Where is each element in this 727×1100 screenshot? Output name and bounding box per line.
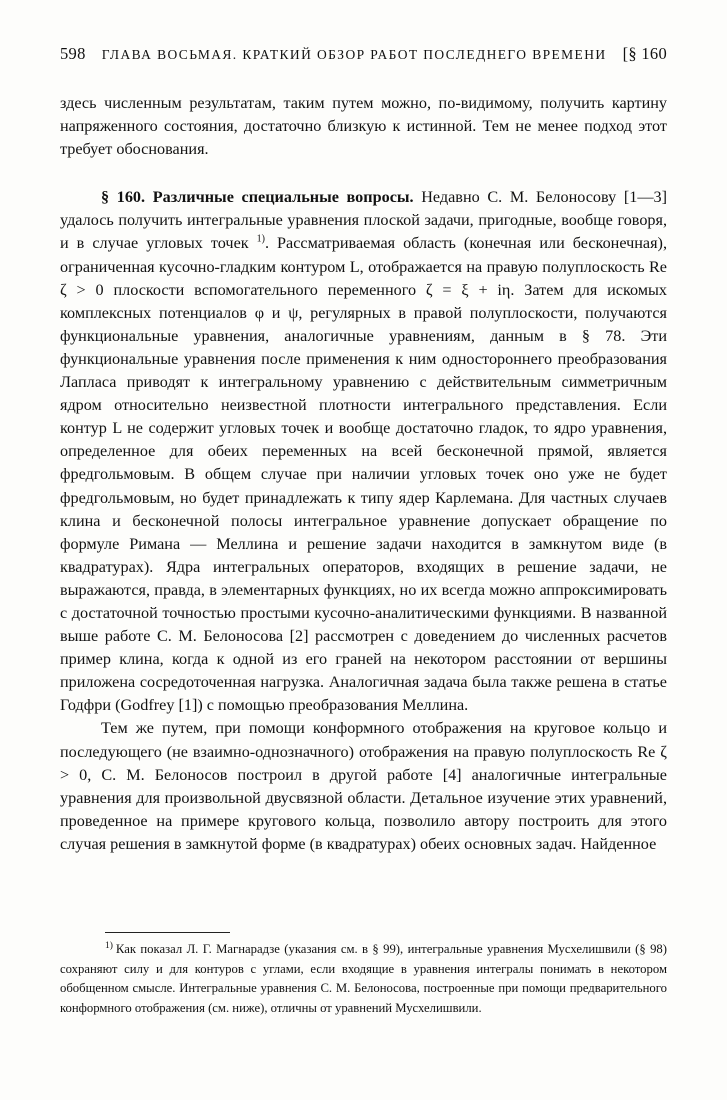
running-header bbox=[60, 44, 667, 64]
footnote-mark: 1) bbox=[105, 940, 113, 951]
paragraph-text-part-b: . Рассматриваемая область (конечная или бесконечная), ограниченная кусочно-гладким контуром L, отображается на правую полуплоскость Re ζ > 0 плоскости вспомогательного переменного ζ = ξ + iη. Затем для искомых комплексных потенциалов φ и ψ, регулярных в правой полуплоскости, получаются функциональные уравнения, аналогичные уравнениям, данным в § 78. Эти функциональные уравнения после применения к ним одностороннего преобразования Лапласа приводят к интегральному уравнению с действительным симметричным ядром относительно неизвестной плотности интегрального представления. Если контур L не содержит угловых точек и вообще достаточно гладок, то ядро уравнения, определенное для обеих переменных на всей бесконечной прямой, является фредгольмовым. В общем случае при наличии угловых точек оно уже не будет фредгольмовым, но будет принадлежать к типу ядер Карлемана. Для частных случаев клина и бесконечной полосы интегральное уравнение допускает обращение по формуле Римана — Меллина и решение задачи находится в замкнутом виде (в квадратурах). Ядра интегральных операторов, входящих в решение задачи, не выражаются, правда, в элементарных функциях, но их всегда можно аппроксимировать с достаточной точностью простыми кусочно-аналитическими функциями. В названной выше работе С. М. Белоносова [2] рассмотрен с доведением до численных расчетов пример клина, когда к одной из его граней на некотором расстоянии от вершины приложена сосредоточенная нагрузка. Аналогичная задача была также решена в статье Годфри (Godfrey [1]) с помощью преобразования Меллина. bbox=[60, 234, 667, 715]
paragraph-text-part-a: Недавно С. М. Белоносову [1—3] удалось получить интегральные уравнения плоской задачи, пригодные, вообще говоря, и в случае угловых точек bbox=[60, 188, 667, 253]
running-title: ГЛАВА ВОСЬМАЯ. КРАТКИЙ ОБЗОР РАБОТ ПОСЛЕДНЕГО ВРЕМЕНИ bbox=[101, 47, 607, 62]
footnote-text: Как показал Л. Г. Магнарадзе (указания см. в § 99), интегральные уравнения Мусхелишвили (§ 98) сохраняют силу и для контуров с углами, если входящие в уравнения интегралы понимать в некотором обобщенном смысле. Интегральные уравнения С. М. Белоносова, построенные при помощи предварительного конформного отображения (см. ниже), отличны от уравнений Мусхелишвили. bbox=[60, 942, 667, 1015]
paragraph-annulus: Тем же путем, при помощи конформного отображения на круговое кольцо и последующего (не взаимно-однозначного) отображения на правую полуплоскость Re ζ > 0, С. М. Белоносов построил в другой работе [4] аналогичные интегральные уравнения для произвольной двусвязной области. Детальное изучение этих уравнений, проведенное на примере кругового кольца, позволило автору построить для этого случая решения в замкнутой форме (в квадратурах) обеих основных задач. Найденное bbox=[60, 719, 667, 853]
section-reference: [§ 160 bbox=[622, 44, 667, 63]
footnote-reference[interactable]: 1) bbox=[256, 234, 265, 246]
paragraph-section-160 bbox=[60, 186, 667, 717]
paragraph-continuation: здесь численным результатам, таким путем можно, по-видимому, получить картину напряженного состояния, достаточно близкую к истинной. Тем не менее подход этот требует обоснования. bbox=[60, 94, 667, 159]
section-gap bbox=[60, 161, 667, 186]
footnote-divider bbox=[105, 932, 230, 933]
footnote bbox=[60, 940, 667, 1018]
main-text bbox=[60, 92, 667, 856]
page-number: 598 bbox=[60, 44, 86, 63]
section-title: § 160. Различные специальные вопросы. bbox=[101, 188, 414, 207]
